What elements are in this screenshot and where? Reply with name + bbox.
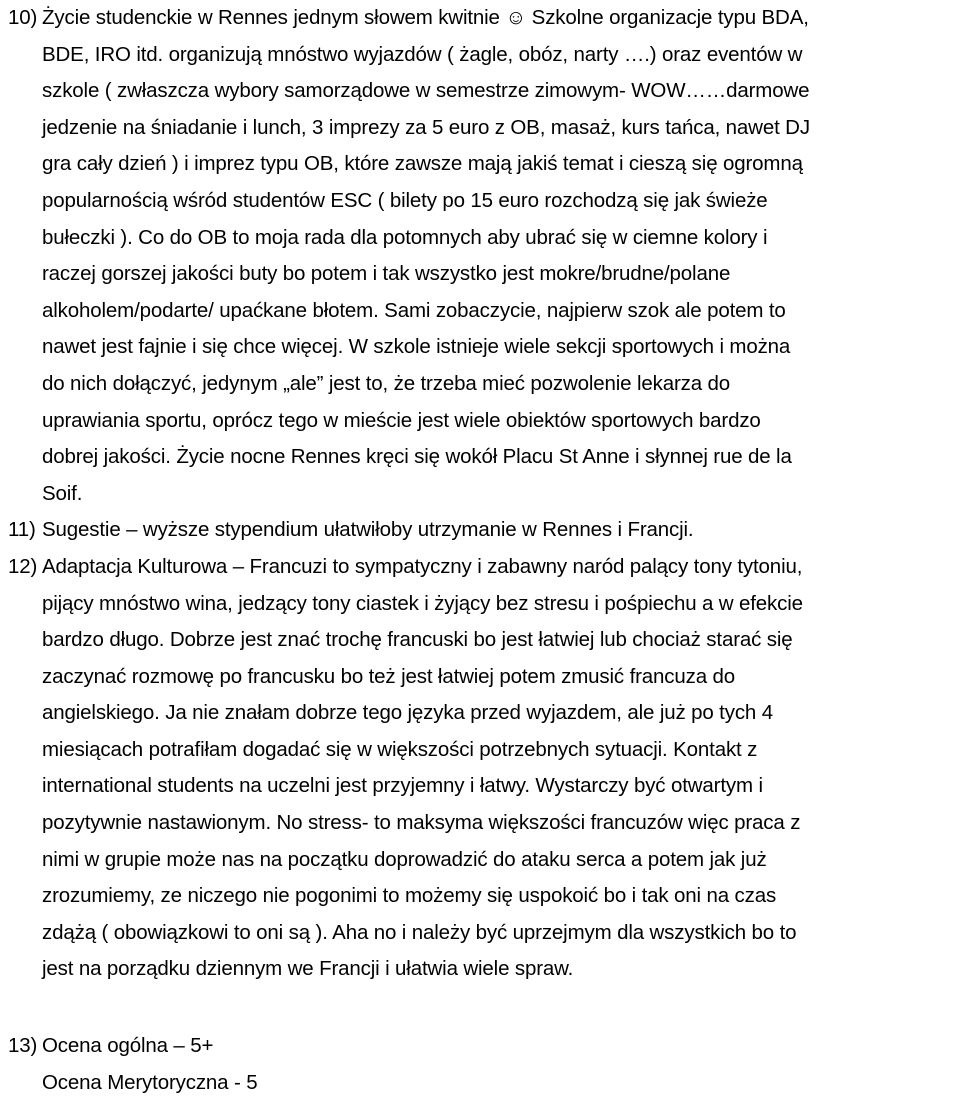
item-text [42,1028,950,1101]
text-line: bardzo długo. Dobrze jest znać trochę francuski bo jest łatwiej lub chociaż starać się [42,628,793,652]
text-line: pijący mnóstwo wina, jedzący tony ciastek i żyjący bez stresu i pośpiechu a w efekcie [42,591,803,615]
text-line: zdążą ( obowiązkowi to oni są ). Aha no i należy być uprzejmym dla wszystkich bo to [42,920,797,944]
item-number: 11) [8,518,36,542]
text-line: bułeczki ). Co do OB to moja rada dla potomnych aby ubrać się w ciemne kolory i [42,225,768,249]
item-text [42,512,950,549]
rating-content: Ocena Merytoryczna - 5 [42,1070,258,1094]
text-line: gra cały dzień ) i imprez typu OB, które zawsze mają jakiś temat i cieszą się ogromną [42,152,803,176]
text-line: do nich dołączyć, jedynym „ale” jest to, że trzeba mieć pozwolenie lekarza do [42,371,731,395]
item-number: 13) [8,1034,38,1058]
text-line: miesiącach potrafiłam dogadać się w większości potrzebnych sytuacji. Kontakt z [42,737,758,761]
text-line: zrozumiemy, ze niczego nie pogonimi to możemy się uspokoić bo i tak oni na czas [42,884,777,908]
text-line: zaczynać rozmowę po francusku bo też jest łatwiej potem zmusić francuza do [42,664,736,688]
text-line: angielskiego. Ja nie znałam dobrze tego języka przed wyjazdem, ale już po tych 4 [42,701,773,725]
text-line: nimi w grupie może nas na początku doprowadzić do ataku serca a potem jak już [42,847,767,871]
item-12 [8,549,950,988]
text-line: jest na porządku dziennym we Francji i ułatwia wiele spraw. [42,957,574,981]
text-line: jedzenie na śniadanie i lunch, 3 imprezy za 5 euro z OB, masaż, kurs tańca, nawet DJ [42,115,810,139]
text-line: uprawiania sportu, oprócz tego w mieście jest wiele obiektów sportowych bardzo [42,408,761,432]
text-line: Adaptacja Kulturowa – Francuzi to sympatyczny i zabawny naród palący tony tytoniu, [42,554,803,578]
item-13 [8,1028,950,1101]
text-line: international students na uczelni jest przyjemny i łatwy. Wystarczy być otwartym i [42,774,763,798]
rating-overall: Ocena ogólna – 5+ [42,1034,214,1058]
text-line: popularnością wśród studentów ESC ( bilety po 15 euro rozchodzą się jak świeże [42,188,768,212]
text-line: nawet jest fajnie i się chce więcej. W szkole istnieje wiele sekcji sportowych i można [42,335,791,359]
item-10 [8,0,950,512]
text-line: Soif. [42,481,83,505]
text-line: dobrej jakości. Życie nocne Rennes kręci się wokół Placu St Anne i słynnej rue de la [42,445,792,469]
item-number: 12) [8,554,38,578]
text-line: alkoholem/podarte/ upaćkane błotem. Sami zobaczycie, najpierw szok ale potem to [42,298,786,322]
item-11 [8,512,950,549]
text-line: szkole ( zwłaszcza wybory samorządowe w semestrze zimowym- WOW……darmowe [42,79,810,103]
text-line: pozytywnie nastawionym. No stress- to maksyma większości francuzów więc praca z [42,811,801,835]
text-line: Sugestie – wyższe stypendium ułatwiłoby utrzymanie w Rennes i Francji. [42,518,694,542]
item-text [42,0,950,512]
item-text [42,549,950,988]
item-number: 10) [8,6,38,29]
text-line: Życie studenckie w Rennes jednym słowem kwitnie ☺ Szkolne organizacje typu BDA, [42,6,809,29]
text-line: BDE, IRO itd. organizują mnóstwo wyjazdów ( żagle, obóz, narty ….) oraz eventów w [42,42,803,66]
text-line: raczej gorszej jakości buty bo potem i tak wszystko jest mokre/brudne/polane [42,262,731,286]
